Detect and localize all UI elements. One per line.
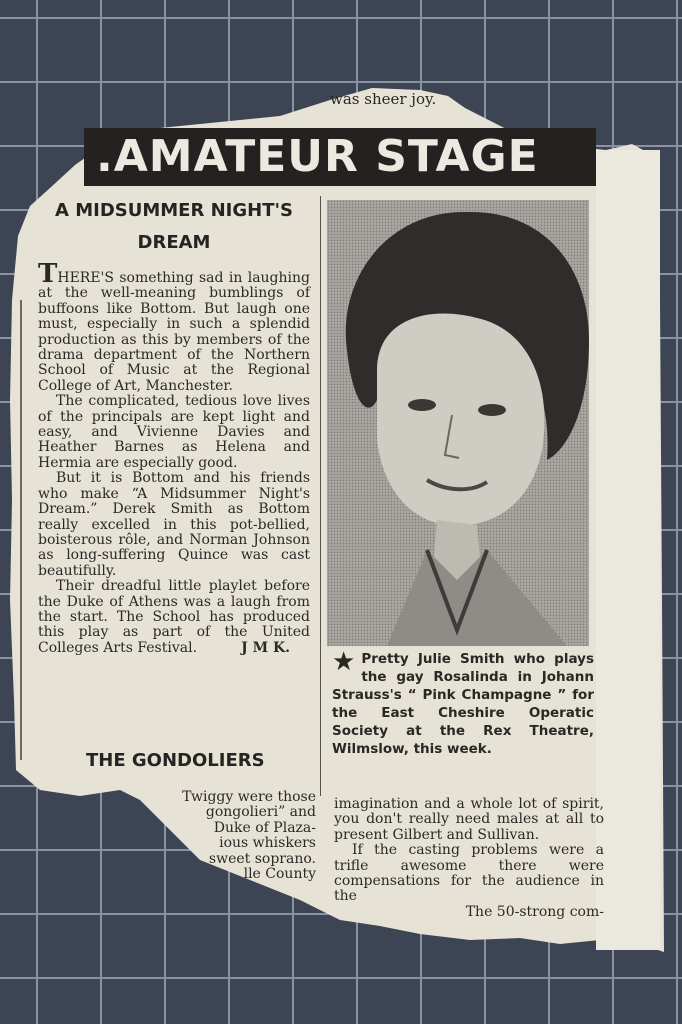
paper-fold bbox=[596, 150, 660, 950]
article2-headline: THE GONDOLIERS bbox=[86, 750, 265, 771]
fragment-line: ious whiskers bbox=[219, 835, 316, 852]
fragment-line: lle County bbox=[243, 866, 316, 883]
caption-text: Pretty Julie Smith who plays the gay Rosalinda in Johann Strauss's “ Pink Champagne ” for the East Cheshire Operatic Society at the Rex Theatre, Wilmslow, this week. bbox=[332, 651, 594, 757]
paragraph-3: But it is Bottom and his friends who make “A Midsummer Night's Dream.” Derek Smith as Bottom really excelled in this pot-bellied, boisterous rôle, and Norman Johnson as long-suffering Quince was cast beautifully. bbox=[38, 470, 310, 579]
article-headline-line1: A MIDSUMMER NIGHT'S bbox=[55, 200, 293, 221]
article-headline-line2: DREAM bbox=[137, 232, 211, 253]
article2-tail: The 50-strong com- bbox=[465, 903, 604, 920]
paragraph-2: The complicated, tedious love lives of the principals are kept light and easy, and Vivienne Davies and Heather Barnes as Helena and Hermia are especially good. bbox=[38, 393, 310, 471]
paragraph-4: Their dreadful little playlet before the Duke of Athens was a laugh from the start. The School has produced this play as part of the United Colleges Arts Festival. bbox=[38, 578, 310, 656]
author-signature: J M K. bbox=[241, 640, 290, 657]
article2-paragraph-2: If the casting problems were a trifle awesome there were compensations for the audience in the bbox=[334, 842, 604, 905]
article2-right-column bbox=[334, 797, 604, 920]
fragment-line: gongolieri” and bbox=[205, 804, 316, 821]
left-column-rule bbox=[20, 300, 22, 760]
section-banner-title: .AMATEUR STAGE bbox=[96, 131, 539, 182]
portrait-photo bbox=[327, 200, 589, 646]
drop-cap: T bbox=[38, 259, 58, 289]
fragment-line: sweet soprano. bbox=[208, 850, 316, 867]
paragraph-1-text: HERE'S something sad in laughing at the well-meaning bumblings of buffoons like Bottom. But laugh one must, especially in such a splendid production as this by members of the drama department of the Northern School of Music at the Regional College of Art, Manchester. bbox=[38, 270, 310, 394]
fragment-line: Twiggy were those bbox=[182, 789, 316, 805]
article2-left-fragment bbox=[140, 790, 316, 882]
paragraph-1 bbox=[38, 259, 310, 394]
article-body bbox=[38, 259, 310, 657]
article2-paragraph-1: imagination and a whole lot of spirit, you don't really need males at all to present Gilbert and Sullivan. bbox=[334, 796, 604, 843]
top-fragment-text: was sheer joy. bbox=[330, 90, 437, 108]
photo-caption bbox=[332, 647, 594, 758]
portrait-image bbox=[327, 200, 589, 646]
star-icon: ★ bbox=[332, 647, 356, 677]
fragment-line: Duke of Plaza- bbox=[213, 819, 316, 836]
column-divider bbox=[320, 196, 321, 796]
